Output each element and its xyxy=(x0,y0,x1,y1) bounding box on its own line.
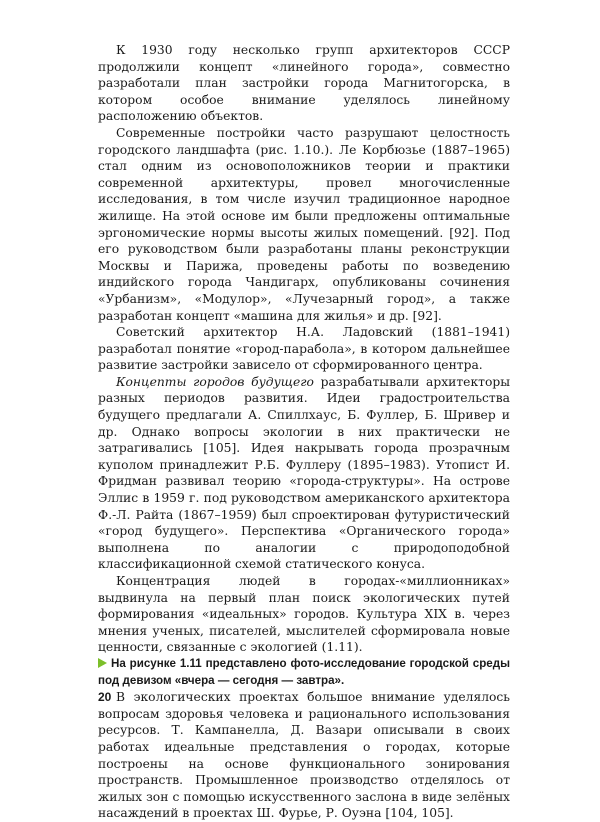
figure-note xyxy=(98,656,510,689)
triangle-marker-icon xyxy=(98,658,107,668)
paragraph-ecological-projects: В экологических проектах большое внимание уделялось вопросам здоровья человека и рационального использования ресурсов. Т. Кампанелла, Д. Вазари описывали в своих работах идеальные представления о городах, которые построены на основе функционального зонирования пространств. Промышленное производство отделялось от жилых зон с помощью искусственного заслона в виде зелёных насаждений в проектах Ш. Фурье, Р. Оуэна [104, 105]. xyxy=(98,690,510,821)
paragraph-le-corbusier: Современные постройки часто разрушают целостность городского ландшафта (рис. 1.10.). Ле Корбюзье (1887–1965) стал одним из основоположников теории и практики современной архитектуры, провел многочисленные исследования, в том числе изучил традиционное народное жилище. На этой основе им были предложены оптимальные эргономические нормы высоты жилых помещений. [92]. Под его руководством были разработаны планы реконструкции Москвы и Парижа, проведены работы по возведению индийского города Чандигарх, опубликованы сочинения «Урбанизм», «Модулор», «Лучезарный город», а также разработан концепт «машина для жилья» и др. [92]. xyxy=(98,125,510,323)
paragraph-linear-city: К 1930 году несколько групп архитекторов СССР продолжили концепт «линейного города», совместно разработали план застройки города Магнитогорска, в котором особое внимание уделялось линейному расположению объектов. xyxy=(98,43,510,124)
body-text xyxy=(98,42,510,822)
paragraph-future-cities-text: разрабатывали архитекторы разных периодов развития. Идеи градостроительства будущего предлагали А. Спиллхаус, Б. Фуллер, Б. Шривер и др. Однако вопросы экологии в них практически не затрагивались [105]. Идея накрывать города прозрачным куполом принадлежит Р.Б. Фуллеру (1895–1983). Утопист И. Фридман развивал теорию «города-структуры». На острове Эллис в 1959 г. под руководством американского архитектора Ф.-Л. Райта (1867–1959) был спроектирован футуристический «город будущего». Перспектива «Органического города» выполнена по аналогии с природоподобной классификационной схемой статического конуса. xyxy=(98,374,511,572)
paragraph-ladovsky: Советский архитектор Н.А. Ладовский (1881–1941) разработал понятие «город-парабола», в котором дальнейшее развитие застройки зависело от сформированного центра. xyxy=(98,325,510,373)
paragraph-future-cities xyxy=(98,374,510,573)
figure-note-text: На рисунке 1.11 представлено фото-исследование городской среды под девизом «вчера — сегодня — завтра». xyxy=(98,656,510,687)
italic-term: Концепты городов будущего xyxy=(116,374,314,389)
page-number: 20 xyxy=(98,690,112,704)
paragraph-ecology: Концентрация людей в городах-«миллионниках» выдвинула на первый план поиск экологических путей формирования «идеальных» городов. Культура XIX в. через мнения ученых, писателей, мыслителей сформировала новые ценности, связанные с экологией (1.11). xyxy=(98,574,510,655)
